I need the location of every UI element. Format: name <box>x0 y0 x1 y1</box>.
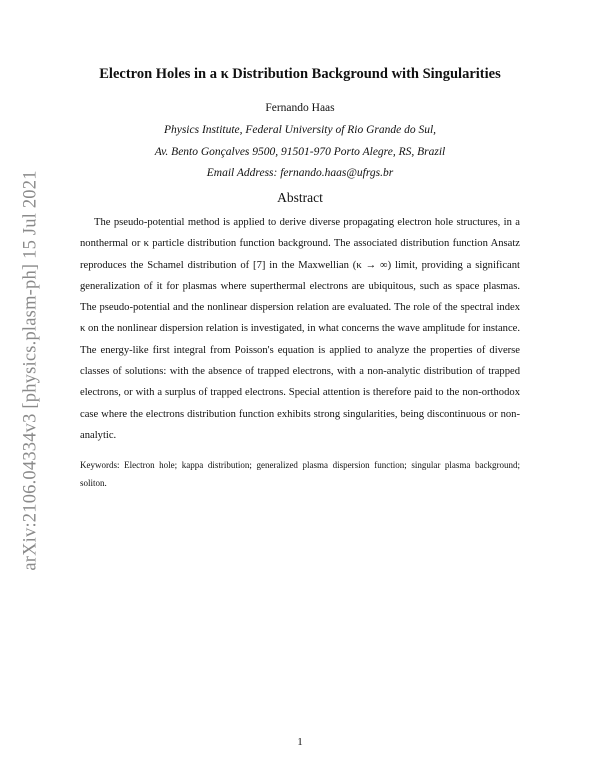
page-number: 1 <box>297 736 303 748</box>
paper-title: Electron Holes in a κ Distribution Background with Singularities <box>99 66 501 82</box>
abstract-body <box>80 212 520 446</box>
affiliation-line-1: Physics Institute, Federal University of Rio Grande do Sul, <box>163 124 437 136</box>
affiliation-line-2: Av. Bento Gonçalves 9500, 91501-970 Porto Alegre, RS, Brazil <box>154 146 446 158</box>
arxiv-stamp <box>16 155 46 585</box>
abstract-paragraph: The pseudo-potential method is applied to derive diverse propagating electron hole structures, in a nonthermal or κ particle distribution function background. The associated distribution function Ansatz reproduces the Schamel distribution of [7] in the Maxwellian (κ → ∞) limit, providing a significant generalization of it for plasmas where superthermal electrons are ubiquitous, such as space plasmas. The pseudo-potential and the nonlinear dispersion relation are evaluated. The role of the spectral index κ on the nonlinear dispersion relation is investigated, in what concerns the wave amplitude for instance. The energy-like first integral from Poisson's equation is applied to analyze the properties of diverse classes of solutions: with the absence of trapped electrons, with a non-analytic distribution of trapped electrons, or with a surplus of trapped electrons. Special attention is therefore paid to the non-orthodox case where the electrons distribution function exhibits strong singularities, being discontinuous or non-analytic. <box>80 217 520 441</box>
author-email: Email Address: fernando.haas@ufrgs.br <box>206 167 394 179</box>
author-name: Fernando Haas <box>265 102 335 114</box>
keywords: Keywords: Electron hole; kappa distribution; generalized plasma dispersion function; singular plasma background; soliton. <box>80 460 520 488</box>
arxiv-stamp-text: arXiv:2106.04334v3 [physics.plasm-ph] 15 Jul 2021 <box>20 169 41 571</box>
abstract-heading: Abstract <box>277 190 323 205</box>
